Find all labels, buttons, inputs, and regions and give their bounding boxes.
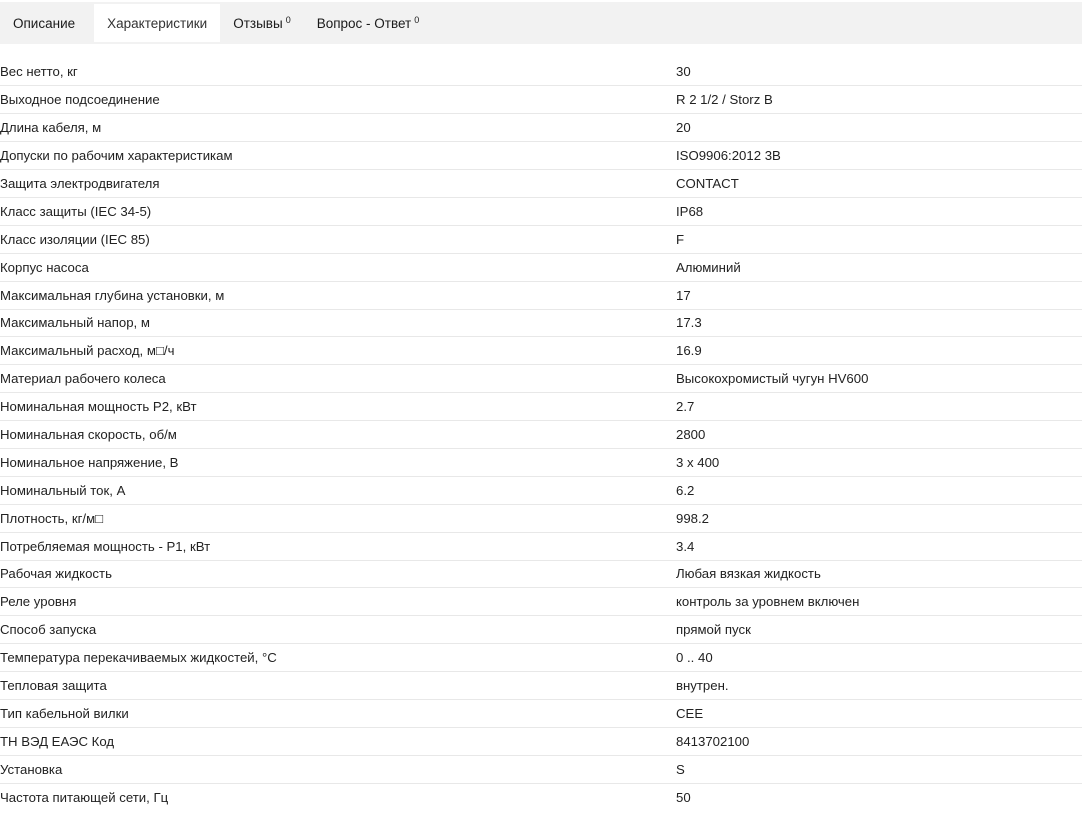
tab-questions[interactable] — [304, 4, 433, 42]
tab-description-label: Описание — [13, 15, 76, 31]
spec-name: Класс изоляции (IEC 85) — [0, 231, 150, 247]
spec-name: ТН ВЭД ЕАЭС Код — [0, 733, 115, 749]
spec-value: 3 x 400 — [676, 454, 720, 470]
spec-value: 20 — [676, 120, 691, 136]
spec-name: Плотность, кг/м□ — [0, 510, 104, 526]
spec-row — [0, 755, 1082, 783]
tab-questions-label: Вопрос - Ответ — [316, 15, 412, 31]
spec-row — [0, 476, 1082, 504]
spec-row — [0, 588, 1082, 616]
spec-name: Установка — [0, 761, 63, 777]
tab-characteristics-label: Характеристики — [107, 15, 208, 31]
spec-row — [0, 672, 1082, 700]
spec-value: S — [676, 761, 685, 777]
spec-name: Максимальный расход, м□/ч — [0, 343, 175, 359]
spec-value: 8413702100 — [676, 733, 750, 749]
spec-value: 0 .. 40 — [676, 650, 713, 666]
spec-row — [0, 560, 1082, 588]
tab-characteristics[interactable] — [94, 4, 220, 42]
spec-row — [0, 699, 1082, 727]
tab-reviews-count: 0 — [285, 15, 291, 25]
spec-row — [0, 365, 1082, 393]
spec-row — [0, 142, 1082, 170]
spec-name: Температура перекачиваемых жидкостей, °C — [0, 650, 277, 666]
spec-value: Высокохромистый чугун HV600 — [676, 371, 869, 387]
spec-row — [0, 644, 1082, 672]
tab-reviews-label: Отзывы — [233, 15, 283, 31]
spec-name: Номинальное напряжение, В — [0, 454, 179, 470]
spec-name: Потребляемая мощность - P1, кВт — [0, 538, 211, 554]
spec-value: F — [676, 231, 685, 247]
spec-value: 2800 — [676, 427, 706, 443]
spec-name: Допуски по рабочим характеристикам — [0, 148, 233, 164]
spec-row — [0, 727, 1082, 755]
spec-value: контроль за уровнем включен — [676, 594, 860, 610]
spec-name: Максимальный напор, м — [0, 315, 150, 331]
spec-value: ISO9906:2012 3B — [676, 148, 781, 164]
spec-value: R 2 1/2 / Storz B — [676, 92, 773, 108]
spec-row — [0, 253, 1082, 281]
spec-row — [0, 281, 1082, 309]
spec-value: внутрен. — [676, 678, 729, 694]
spec-name: Класс защиты (IEC 34-5) — [0, 203, 152, 219]
spec-value: Любая вязкая жидкость — [676, 566, 821, 582]
spec-row — [0, 197, 1082, 225]
spec-row — [0, 309, 1082, 337]
spec-row — [0, 783, 1082, 811]
product-tabs — [0, 2, 1082, 44]
spec-value: 2.7 — [676, 399, 695, 415]
spec-row — [0, 86, 1082, 114]
spec-name: Защита электродвигателя — [0, 176, 160, 191]
spec-name: Способ запуска — [0, 622, 97, 638]
spec-row — [0, 170, 1082, 198]
tab-description[interactable] — [0, 4, 88, 42]
spec-name: Выходное подсоединение — [0, 92, 160, 108]
spec-row — [0, 393, 1082, 421]
spec-value: 30 — [676, 64, 691, 80]
spec-row — [0, 225, 1082, 253]
spec-value: CEE — [676, 705, 704, 721]
spec-row — [0, 616, 1082, 644]
specifications-table — [0, 58, 1082, 811]
spec-name: Рабочая жидкость — [0, 566, 112, 582]
spec-name: Номинальная мощность P2, кВт — [0, 399, 197, 415]
spec-row — [0, 114, 1082, 142]
spec-name: Реле уровня — [0, 594, 77, 610]
spec-row — [0, 58, 1082, 86]
spec-name: Тепловая защита — [0, 678, 107, 694]
tab-questions-count: 0 — [414, 15, 420, 25]
tab-reviews[interactable] — [220, 4, 303, 42]
spec-value: 3.4 — [676, 538, 695, 554]
spec-value: 17 — [676, 287, 691, 303]
spec-name: Длина кабеля, м — [0, 120, 102, 136]
spec-value: 6.2 — [676, 482, 695, 498]
spec-value: 998.2 — [676, 510, 710, 526]
spec-value: 17.3 — [676, 315, 702, 331]
spec-name: Частота питающей сети, Гц — [0, 789, 169, 805]
spec-row — [0, 532, 1082, 560]
spec-value: прямой пуск — [676, 622, 751, 638]
specifications-body — [0, 58, 1082, 811]
spec-name: Тип кабельной вилки — [0, 705, 129, 721]
spec-name: Вес нетто, кг — [0, 64, 78, 80]
spec-value: CONTACT — [676, 176, 739, 191]
spec-row — [0, 337, 1082, 365]
spec-name: Корпус насоса — [0, 259, 89, 275]
spec-name: Номинальная скорость, об/м — [0, 427, 177, 443]
spec-name: Номинальный ток, А — [0, 482, 126, 498]
spec-name: Максимальная глубина установки, м — [0, 287, 225, 303]
spec-value: 16.9 — [676, 343, 702, 359]
spec-row — [0, 421, 1082, 449]
spec-value: IP68 — [676, 203, 704, 219]
spec-name: Материал рабочего колеса — [0, 371, 166, 387]
spec-value: 50 — [676, 789, 691, 805]
spec-row — [0, 504, 1082, 532]
spec-value: Алюминий — [676, 259, 741, 275]
spec-row — [0, 448, 1082, 476]
